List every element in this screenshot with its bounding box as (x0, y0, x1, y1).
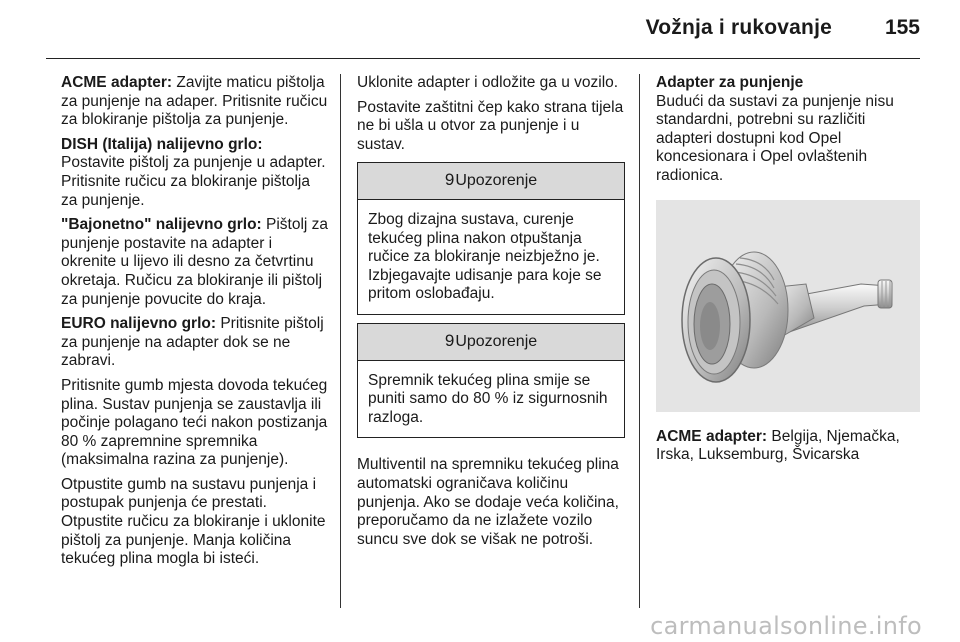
warning-triangle-icon: 9 (444, 170, 455, 190)
section-title: Vožnja i rukovanje (645, 16, 832, 39)
warning-title: Upozorenje (455, 172, 538, 190)
warning-title: Upozorenje (455, 332, 538, 350)
warning-text: Zbog dizajna sustava, curenje tekućeg plina nakon otpuštanja ručice za blokiranje neizbježno je. Izbjegavajte udisanje para koje se pritom oslobađaju. (368, 210, 602, 303)
header-divider (46, 58, 920, 59)
warning-box-2 (357, 323, 625, 438)
adapter-illustration (656, 200, 920, 412)
label-bajonet: "Bajonetno" nalijevno grlo: (61, 216, 262, 234)
acme-adapter-image (656, 200, 920, 412)
column-divider-1 (340, 74, 341, 608)
column-divider-2 (639, 74, 640, 608)
label-dish: DISH (Italija) nalijevno grlo: (61, 135, 263, 153)
paragraph-multivalve: Multiventil na spremniku tekućeg plina automatski ograničava količinu punjenja. Ako se dodaje veća količina, preporučamo da ne izlažete vozilo suncu sve dok se višak ne potroši. (357, 456, 619, 548)
warning-header (358, 163, 624, 200)
paragraph-adapters: Budući da sustavi za punjenje nisu standardni, potrebni su različiti adapteri dostupni kod Opel koncesionara i Opel ovlaštenih radionica. (656, 92, 894, 184)
column-3 (656, 74, 924, 471)
image-caption: ACME adapter: Belgija, Njemačka, Irska, Luksemburg, Švicarska (656, 427, 900, 464)
warning-text: Spremnik tekućeg plina smije se puniti samo do 80 % iz sigurnosnih razloga. (368, 371, 608, 426)
paragraph-protective-cap: Postavite zaštitni čep kako strana tijela ne bi ušla u otvor za punjenje i u sustav. (357, 98, 624, 153)
subheading-adapter: Adapter za punjenje (656, 74, 804, 91)
paragraph-dish: DISH (Italija) nalijevno grlo: Postavite pištolj za punjenje u adapter. Pritisnite ručicu za blokiranje pištolja za punjenje. (61, 135, 326, 209)
warning-box-1 (357, 162, 625, 315)
page-header (0, 0, 960, 60)
page-number: 155 (884, 16, 920, 39)
paragraph-remove-adapter: Uklonite adapter i odložite ga u vozilo. (357, 74, 619, 91)
watermark: carmanualsonline.info (650, 612, 922, 640)
warning-triangle-icon: 9 (444, 330, 455, 350)
column-1 (61, 74, 329, 575)
column-2 (357, 74, 625, 555)
paragraph-acme: ACME adapter: Zavijte maticu pištolja za punjenje na adaper. Pritisnite ručicu za blokiranje pištolja za punjenje. (61, 74, 328, 129)
paragraph-bajonet: "Bajonetno" nalijevno grlo: Pištolj za punjenje postavite na adapter i okrenite u lijevo ili desno za četvrtinu okretaja. Ručicu za blokiranje ili pištolj za punjenje povucite do kraja. (61, 216, 329, 308)
paragraph-button: Pritisnite gumb mjesta dovoda tekućeg plina. Sustav punjenja se zaustavlja ili počinje polagano teći nakon postizanja 80 % zapremnine spremnika (maksimalna razina za punjenje). (61, 376, 328, 469)
warning-header (358, 324, 624, 361)
paragraph-euro: EURO nalijevno grlo: Pritisnite pištolj za punjenje na adapter dok se ne zabravi. (61, 315, 324, 370)
caption-label: ACME adapter: (656, 427, 768, 445)
paragraph-release: Otpustite gumb na sustavu punjenja i postupak punjenja će prestati. Otpustite ručicu za blokiranje i uklonite pištolj za punjenje. Manja količina tekućeg plina mogla bi isteći. (61, 475, 326, 568)
label-acme: ACME adapter: (61, 74, 173, 91)
label-euro: EURO nalijevno grlo: (61, 315, 217, 333)
